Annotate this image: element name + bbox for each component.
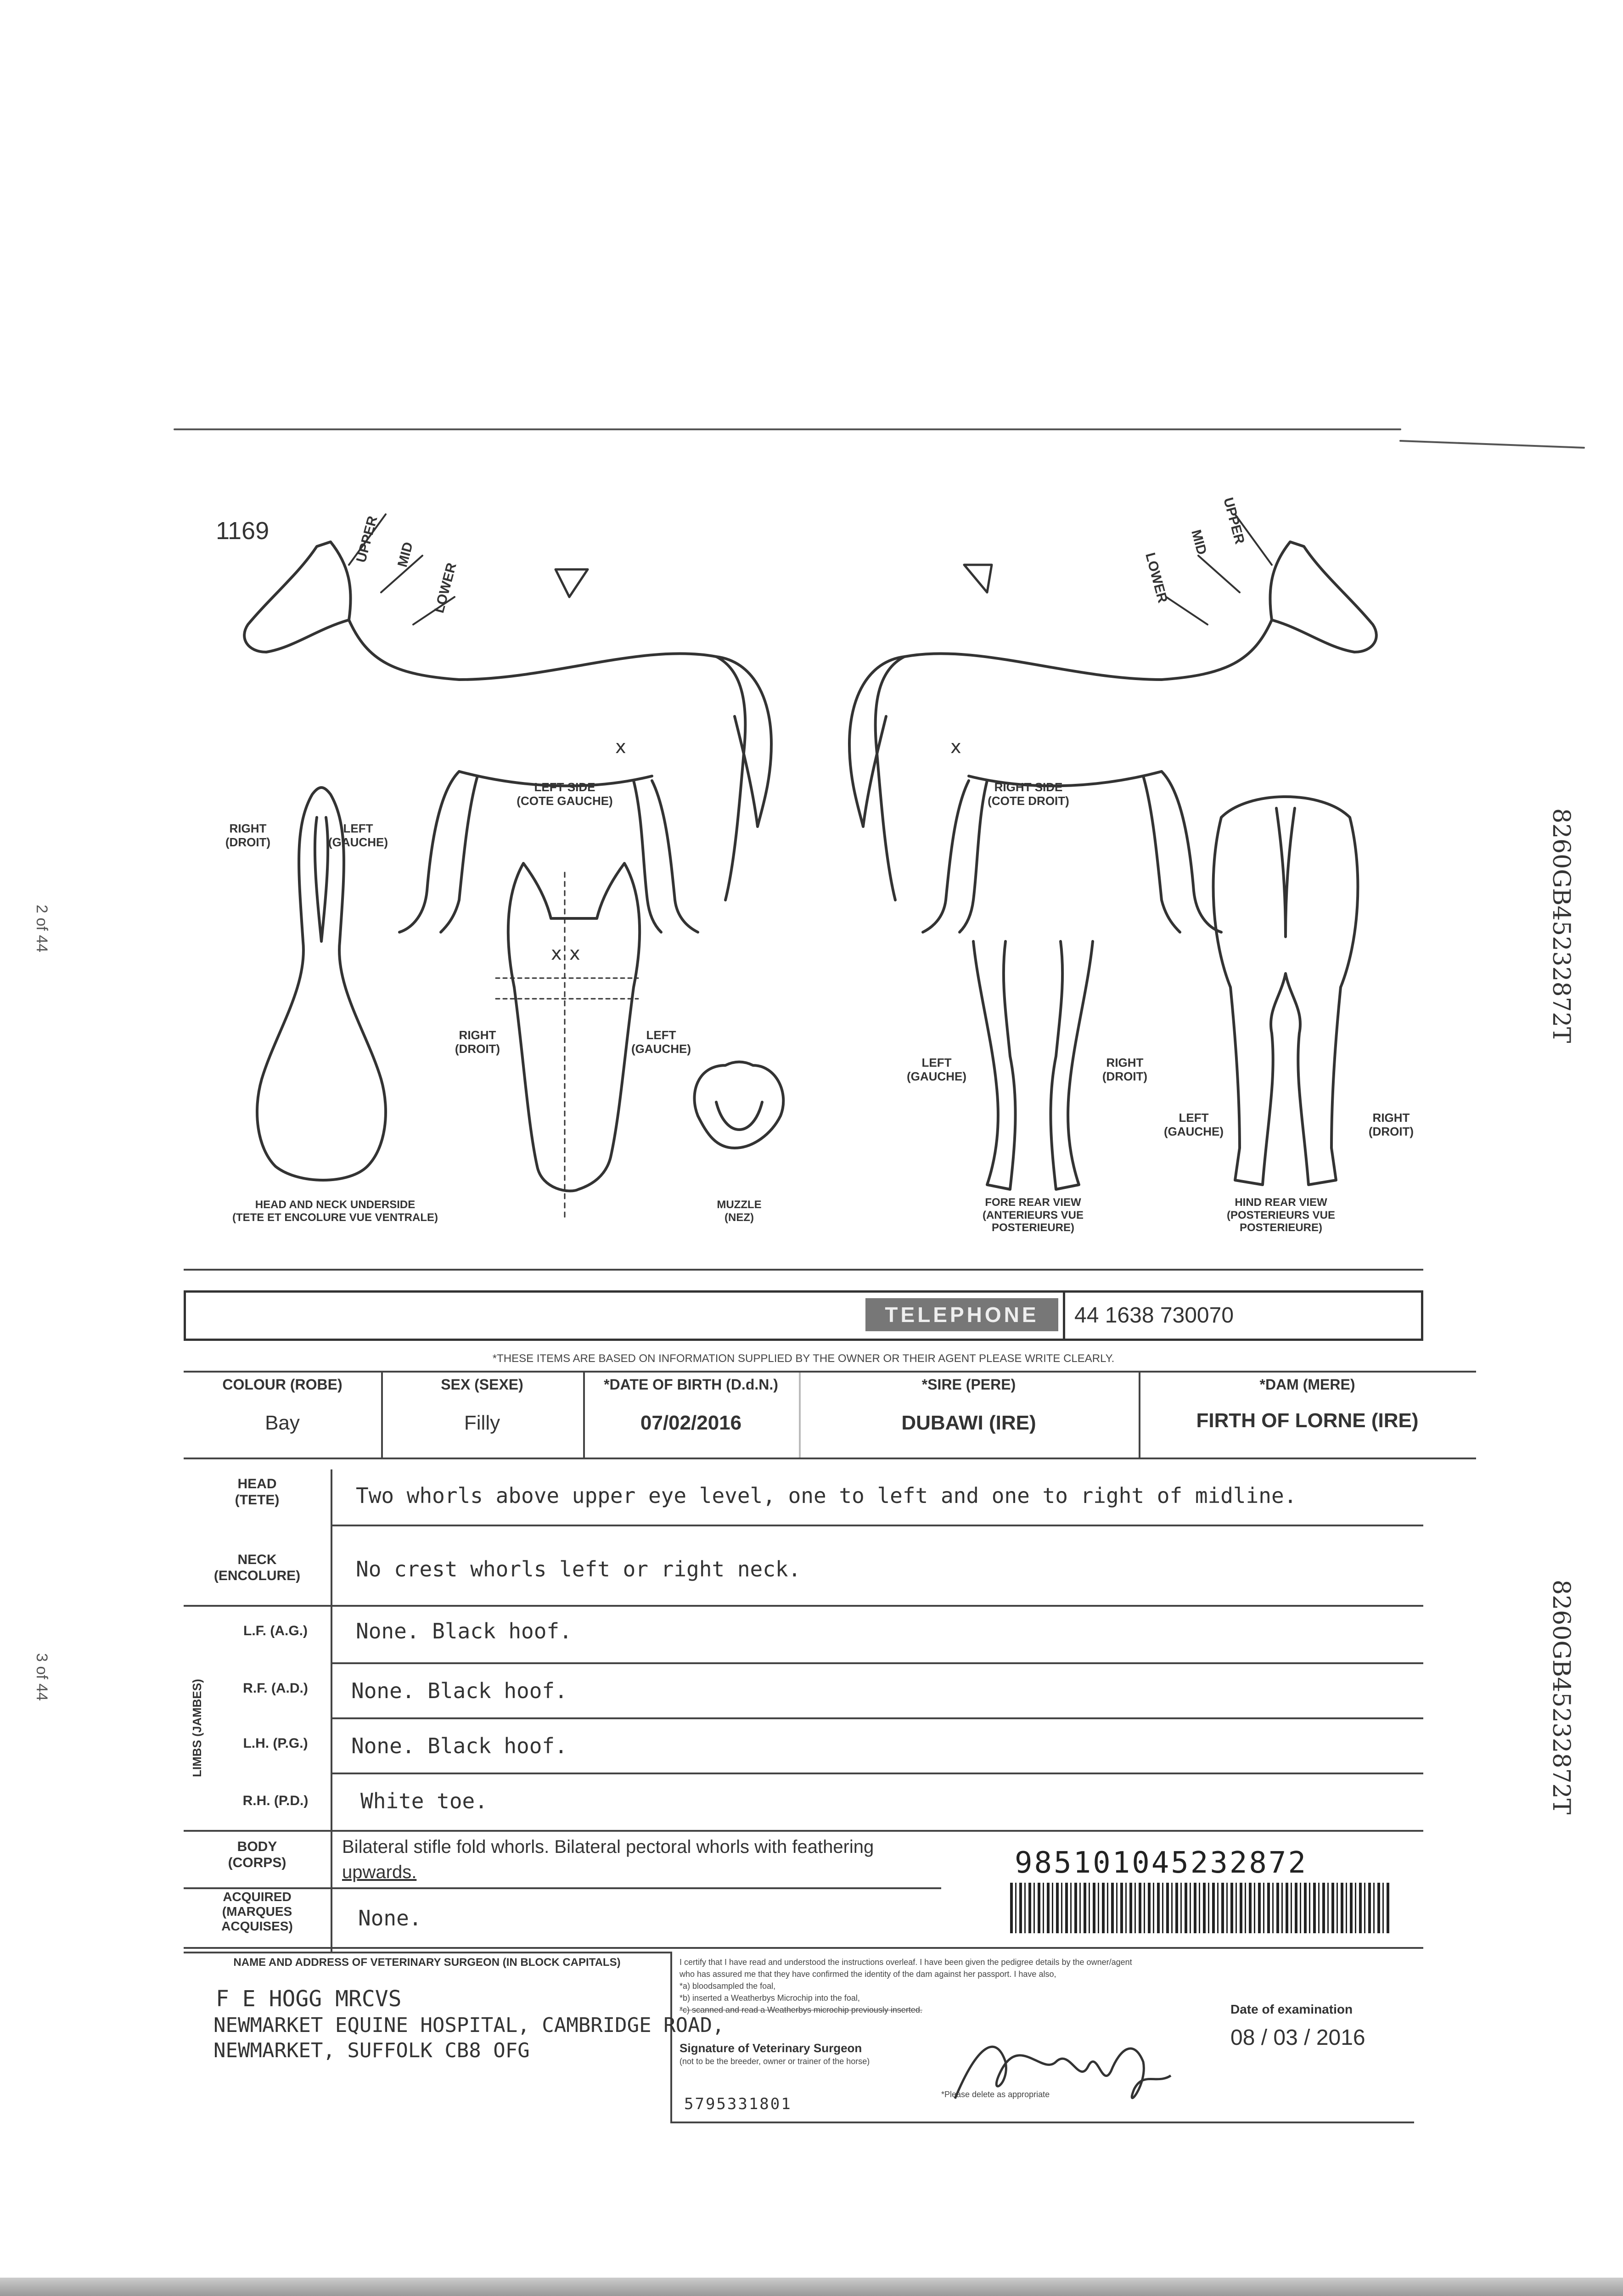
svg-text:x: x: [551, 943, 562, 964]
label-head-neck-underside: HEAD AND NECK UNDERSIDE (TETE ET ENCOLURE VUE VENTRALE): [232, 1199, 438, 1224]
sex-label: SEX (SEXE): [441, 1376, 523, 1393]
certify-line-1: I certify that I have read and understood the instructions overleaf. I have been given the pedigree details by the owner/agent: [680, 1958, 1132, 1967]
exam-date: [1230, 2025, 1365, 2050]
sheet-number: 1169: [216, 517, 270, 545]
dob-label: *DATE OF BIRTH (D.d.N.): [604, 1376, 778, 1393]
signature-label: Signature of Veterinary Surgeon: [680, 2041, 862, 2055]
dob-value: 07/02/2016: [640, 1412, 742, 1434]
certify-line-3: *a) bloodsampled the foal,: [680, 1981, 776, 1991]
label-head-left: LEFT (GAUCHE): [631, 1028, 691, 1056]
body-marking-line1: Bilateral stifle fold whorls. Bilateral pectoral whorls with feathering: [342, 1837, 874, 1857]
certify-line-2: who has assured me that they have confirmed the identity of the dam against her passport. I have also,: [680, 1970, 1056, 1979]
body-label: BODY (CORPS): [228, 1839, 286, 1870]
neck-level-lower-left: LOWER: [432, 561, 460, 615]
neck-level-mid-left: MID: [395, 540, 416, 569]
label-hind-right: RIGHT (DROIT): [1368, 1111, 1414, 1138]
vet-address-line1: NEWMARKET EQUINE HOSPITAL, CAMBRIDGE ROAD,: [213, 2014, 724, 2037]
side-code-top: 8260GB45232872T: [1547, 808, 1575, 1043]
vet-signature: [941, 2007, 1198, 2117]
exam-day: 08: [1230, 2026, 1255, 2050]
label-left-side: LEFT SIDE (COTE GAUCHE): [517, 780, 613, 808]
head-marking: Two whorls above upper eye level, one to left and one to right of midline.: [356, 1483, 1297, 1508]
rf-marking: None. Black hoof.: [351, 1678, 567, 1703]
telephone-label: TELEPHONE: [865, 1298, 1058, 1331]
label-fore-rear-view: FORE REAR VIEW (ANTERIEURS VUE POSTERIEURE): [982, 1196, 1084, 1234]
exam-month: 03: [1273, 2026, 1298, 2050]
rh-label: R.H. (P.D.): [242, 1793, 309, 1808]
page-number-2: 2 of 44: [33, 905, 51, 952]
telephone-number: 44 1638 730070: [1063, 1293, 1423, 1339]
vet-address-line2: NEWMARKET, SUFFOLK CB8 OFG: [213, 2039, 530, 2062]
page-number-3: 3 of 44: [33, 1653, 51, 1701]
vet-name: F E HOGG MRCVS: [216, 1986, 402, 2012]
label-right-side: RIGHT SIDE (COTE DROIT): [988, 780, 1069, 808]
sire-value: DUBAWI (IRE): [901, 1412, 1036, 1434]
rh-marking: White toe.: [360, 1789, 488, 1813]
lf-marking: None. Black hoof.: [356, 1619, 572, 1643]
neck-marking: No crest whorls left or right neck.: [356, 1557, 801, 1581]
info-note: *THESE ITEMS ARE BASED ON INFORMATION SUPPLIED BY THE OWNER OR THEIR AGENT PLEASE WRITE CLEARLY.: [492, 1352, 1115, 1365]
label-hind-left: LEFT (GAUCHE): [1164, 1111, 1224, 1138]
dam-value: FIRTH OF LORNE (IRE): [1196, 1409, 1419, 1432]
svg-text:x: x: [950, 737, 961, 758]
label-fore-left: LEFT (GAUCHE): [907, 1056, 966, 1083]
certify-line-5: *c) scanned and read a Weatherbys microchip previously inserted.: [680, 2005, 922, 2015]
svg-text:x: x: [569, 943, 580, 964]
scan-edge: [0, 2278, 1623, 2296]
telephone-bar: [184, 1290, 1423, 1341]
neck-level-lower-right: LOWER: [1142, 551, 1170, 605]
exam-date-separator-2: /: [1304, 2026, 1316, 2050]
signature-note: (not to be the breeder, owner or trainer of the horse): [680, 2057, 870, 2066]
exam-date-separator-1: /: [1261, 2026, 1274, 2050]
label-hind-rear-view: HIND REAR VIEW (POSTERIEURS VUE POSTERIEURE): [1226, 1196, 1336, 1234]
body-marking-line2: upwards.: [342, 1862, 417, 1882]
label-muzzle: MUZZLE (NEZ): [717, 1199, 762, 1224]
markings-table: [184, 1456, 1423, 1952]
vet-block: [184, 1952, 1423, 2126]
exam-year: 2016: [1316, 2026, 1365, 2050]
delete-note: *Please delete as appropriate: [941, 2090, 1050, 2099]
svg-text:x: x: [615, 737, 626, 758]
label-fore-right: RIGHT (DROIT): [1102, 1056, 1148, 1083]
acquired-label: ACQUIRED (MARQUES ACQUISES): [221, 1890, 293, 1934]
side-code-bottom: 8260GB45232872T: [1547, 1580, 1575, 1815]
label-underside-left: LEFT (GAUCHE): [328, 822, 388, 849]
identity-row: [184, 1371, 1476, 1459]
lh-marking: None. Black hoof.: [351, 1733, 567, 1758]
sex-value: Filly: [464, 1412, 500, 1434]
neck-label: NECK (ENCOLURE): [213, 1552, 301, 1583]
limbs-label: LIMBS (JAMBES): [190, 1679, 204, 1777]
certify-line-4: *b) inserted a Weatherbys Microchip into the foal,: [680, 1993, 860, 2003]
label-head-right: RIGHT (DROIT): [455, 1028, 500, 1056]
exam-date-label: Date of examination: [1230, 2002, 1353, 2016]
lh-label: L.H. (P.G.): [243, 1736, 308, 1751]
colour-value: Bay: [265, 1412, 300, 1434]
acquired-marking: None.: [358, 1906, 422, 1930]
microchip-barcode: [1010, 1883, 1391, 1933]
lf-label: L.F. (A.G.): [243, 1623, 308, 1638]
microchip-number: 985101045232872: [1015, 1846, 1308, 1880]
neck-level-upper-right: UPPER: [1220, 496, 1247, 546]
neck-level-mid-right: MID: [1188, 528, 1210, 557]
colour-label: COLOUR (ROBE): [222, 1376, 343, 1393]
serial-number: 5795331801: [684, 2095, 792, 2113]
label-underside-right: RIGHT (DROIT): [225, 822, 271, 849]
sire-label: *SIRE (PERE): [921, 1376, 1016, 1393]
neck-level-upper-left: UPPER: [354, 514, 381, 564]
vet-name-label: NAME AND ADDRESS OF VETERINARY SURGEON (IN BLOCK CAPITALS): [233, 1956, 621, 1969]
head-label: HEAD (TETE): [235, 1476, 280, 1508]
rf-label: R.F. (A.D.): [243, 1681, 308, 1696]
dam-label: *DAM (MERE): [1259, 1376, 1355, 1393]
